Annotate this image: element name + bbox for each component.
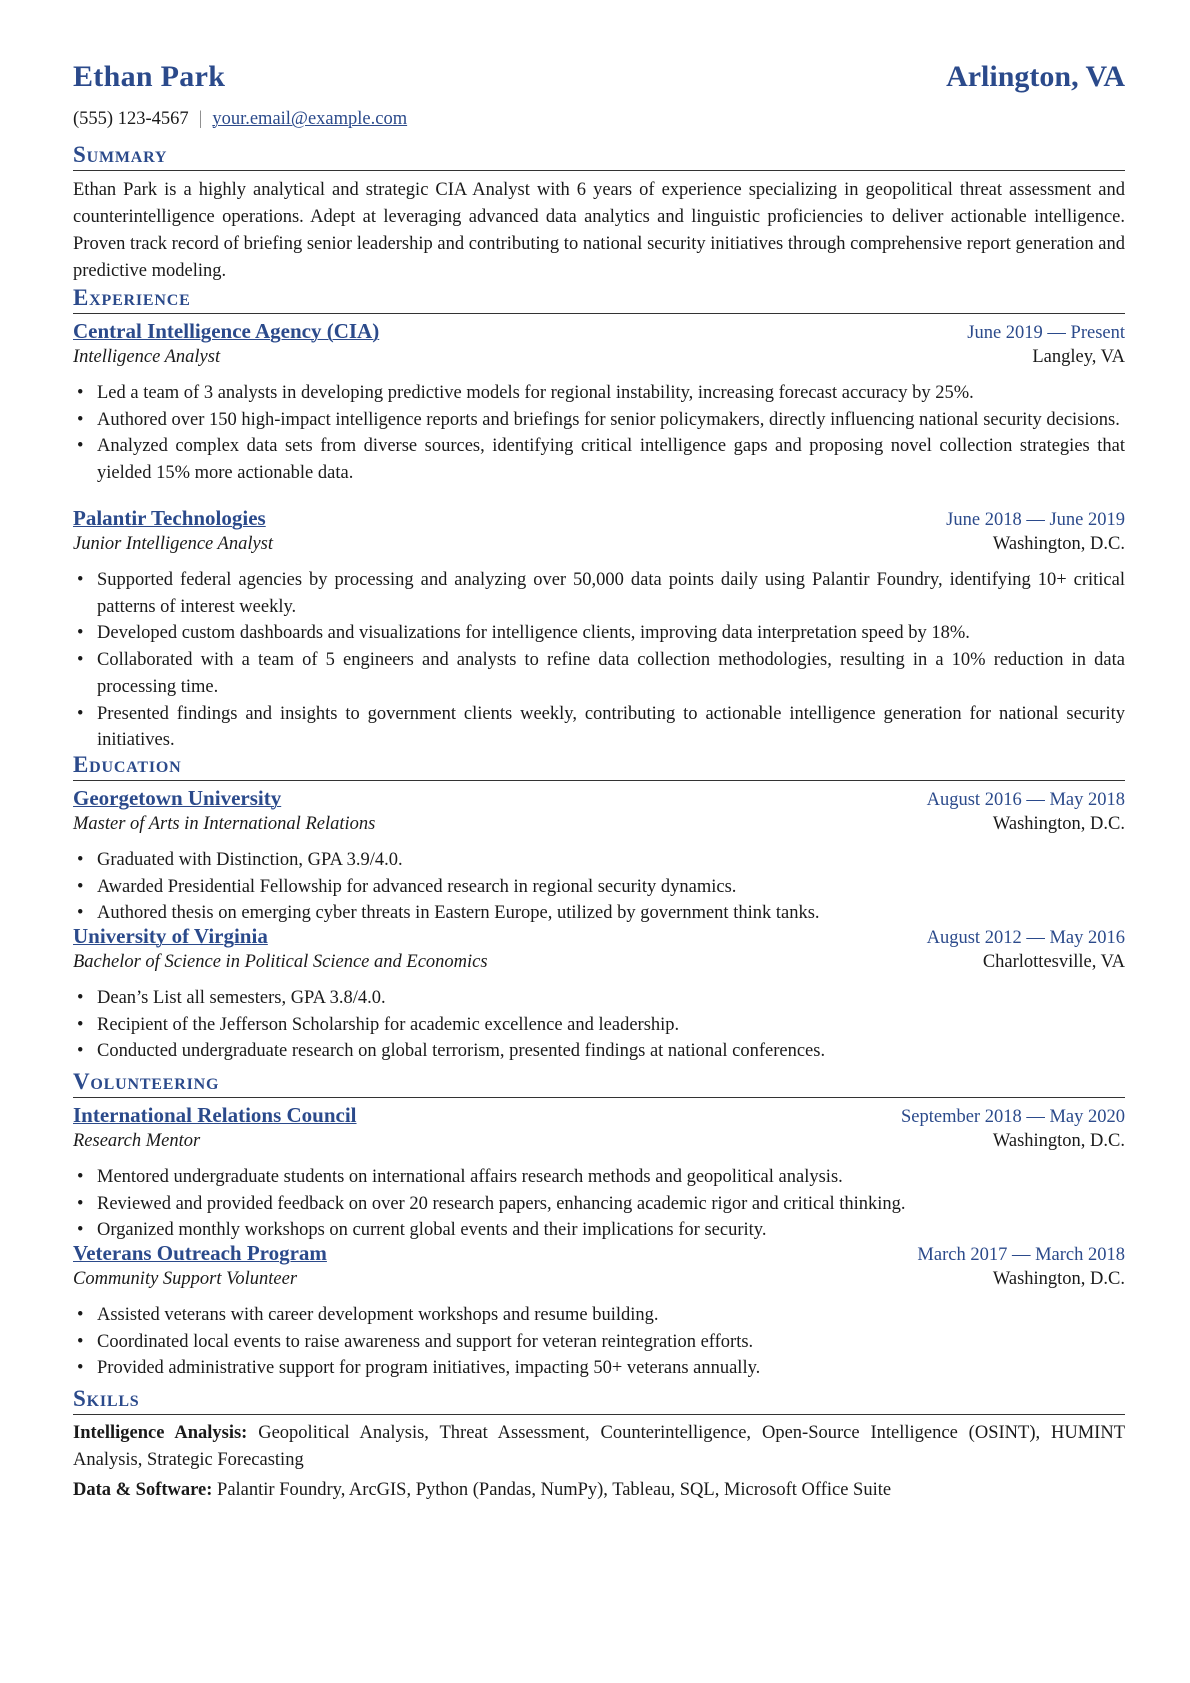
entry-dates: August 2016 — May 2018 (926, 790, 1125, 810)
list-item: • Authored over 150 high-impact intelligence reports and briefings for senior policymakers, directly influencing national security decisions. (73, 407, 1125, 434)
entry-header (73, 786, 1125, 811)
entry-dates: March 2017 — March 2018 (917, 1245, 1125, 1265)
list-item: • Conducted undergraduate research on global terrorism, presented findings at national conferences. (73, 1038, 1125, 1065)
list-item: • Coordinated local events to raise awareness and support for veteran reintegration efforts. (73, 1329, 1125, 1356)
bullet-list (73, 1302, 1125, 1382)
section-title-volunteering: Volunteering (73, 1069, 220, 1094)
section-divider (73, 780, 1125, 781)
skill-label: Intelligence Analysis: (73, 1423, 248, 1443)
phone-number: (555) 123-4567 (73, 109, 189, 129)
section-title-summary: Summary (73, 142, 168, 167)
entry-role: Community Support Volunteer (73, 1269, 298, 1289)
entry-role: Junior Intelligence Analyst (73, 534, 274, 554)
entry-role: Bachelor of Science in Political Science and Economics (73, 952, 488, 972)
list-item: • Assisted veterans with career development workshops and resume building. (73, 1302, 1125, 1329)
skill-value: Geopolitical Analysis, Threat Assessment, Counterintelligence, Open-Source Intelligence (OSINT), HUMINT Analysis, Strategic Forecasting (73, 1423, 1125, 1470)
list-item: • Authored thesis on emerging cyber threats in Eastern Europe, utilized by government think tanks. (73, 900, 1125, 927)
entry-dates: June 2019 — Present (967, 323, 1125, 343)
list-item: • Presented findings and insights to government clients weekly, contributing to actionable intelligence generation for national security initiatives. (73, 701, 1125, 754)
skill-value: Palantir Foundry, ArcGIS, Python (Pandas, NumPy), Tableau, SQL, Microsoft Office Suite (217, 1480, 892, 1500)
entry-subheader (73, 952, 1125, 973)
entry-role: Intelligence Analyst (73, 347, 221, 367)
bullet-list (73, 1164, 1125, 1244)
skill-row (73, 1420, 1125, 1473)
org-link[interactable]: International Relations Council (73, 1103, 357, 1127)
separator: | (198, 109, 203, 129)
list-item: • Mentored undergraduate students on international affairs research methods and geopolitical analysis. (73, 1164, 1125, 1191)
org-link[interactable]: Georgetown University (73, 786, 282, 810)
list-item: • Led a team of 3 analysts in developing predictive models for regional instability, increasing forecast accuracy by 25%. (73, 380, 1125, 407)
section-title-education: Education (73, 752, 182, 777)
entry-header (73, 319, 1125, 344)
entry-header (73, 1103, 1125, 1128)
entry-location: Washington, D.C. (992, 814, 1125, 834)
entry-header (73, 506, 1125, 531)
entry-subheader (73, 814, 1125, 835)
list-item: • Collaborated with a team of 5 engineers and analysts to refine data collection methodologies, resulting in a 10% reduction in data processing time. (73, 647, 1125, 700)
entry-location: Washington, D.C. (992, 1269, 1125, 1289)
section-divider (73, 170, 1125, 171)
bullet-list (73, 985, 1125, 1065)
list-item: • Analyzed complex data sets from diverse sources, identifying critical intelligence gaps and proposing novel collection strategies that yielded 15% more actionable data. (73, 433, 1125, 486)
org-link[interactable]: University of Virginia (73, 924, 268, 948)
list-item: • Dean’s List all semesters, GPA 3.8/4.0. (73, 985, 1125, 1012)
section-divider (73, 1097, 1125, 1098)
entry-location: Charlottesville, VA (982, 952, 1125, 972)
section-title-skills: Skills (73, 1386, 140, 1411)
list-item: • Provided administrative support for program initiatives, impacting 50+ veterans annually. (73, 1355, 1125, 1382)
list-item: • Awarded Presidential Fellowship for advanced research in regional security dynamics. (73, 874, 1125, 901)
entry-role: Master of Arts in International Relations (73, 814, 376, 834)
entry-subheader (73, 534, 1125, 555)
list-item: • Developed custom dashboards and visualizations for intelligence clients, improving data interpretation speed by 18%. (73, 620, 1125, 647)
candidate-location: Arlington, VA (946, 60, 1125, 93)
list-item: • Recipient of the Jefferson Scholarship for academic excellence and leadership. (73, 1012, 1125, 1039)
entry-dates: August 2012 — May 2016 (926, 928, 1125, 948)
bullet-list (73, 380, 1125, 487)
list-item: • Reviewed and provided feedback on over 20 research papers, enhancing academic rigor and critical thinking. (73, 1191, 1125, 1218)
entry-role: Research Mentor (73, 1131, 201, 1151)
list-item: • Supported federal agencies by processing and analyzing over 50,000 data points daily using Palantir Foundry, identifying 10+ critical patterns of interest weekly. (73, 567, 1125, 620)
entry-location: Washington, D.C. (992, 1131, 1125, 1151)
entry-dates: June 2018 — June 2019 (946, 510, 1125, 530)
section-divider (73, 313, 1125, 314)
entry-subheader (73, 1269, 1125, 1290)
org-link[interactable]: Palantir Technologies (73, 506, 266, 530)
entry-header (73, 1241, 1125, 1266)
entry-header (73, 924, 1125, 949)
summary-text: Ethan Park is a highly analytical and strategic CIA Analyst with 6 years of experience specializing in geopolitical threat assessment and counterintelligence operations. Adept at leveraging advanced data analytics and linguistic proficiencies to deliver actionable intelligence. Proven track record of briefing senior leadership and contributing to national security initiatives through comprehensive report generation and predictive modeling. (73, 180, 1125, 281)
contact-line (73, 109, 407, 130)
org-link[interactable]: Veterans Outreach Program (73, 1241, 327, 1265)
section-divider (73, 1414, 1125, 1415)
section-title-experience: Experience (73, 285, 191, 310)
entry-location: Washington, D.C. (992, 534, 1125, 554)
header (73, 60, 1125, 94)
email-link[interactable]: your.email@example.com (212, 109, 408, 129)
entry-location: Langley, VA (1032, 347, 1125, 367)
list-item: • Graduated with Distinction, GPA 3.9/4.0. (73, 847, 1125, 874)
list-item: • Organized monthly workshops on current global events and their implications for security. (73, 1217, 1125, 1244)
skill-row (73, 1477, 1125, 1504)
skill-label: Data & Software: (73, 1480, 213, 1500)
entry-subheader (73, 347, 1125, 368)
bullet-list (73, 567, 1125, 754)
org-link[interactable]: Central Intelligence Agency (CIA) (73, 319, 380, 343)
entry-dates: September 2018 — May 2020 (900, 1107, 1125, 1127)
bullet-list (73, 847, 1125, 927)
candidate-name: Ethan Park (73, 60, 226, 93)
entry-subheader (73, 1131, 1125, 1152)
